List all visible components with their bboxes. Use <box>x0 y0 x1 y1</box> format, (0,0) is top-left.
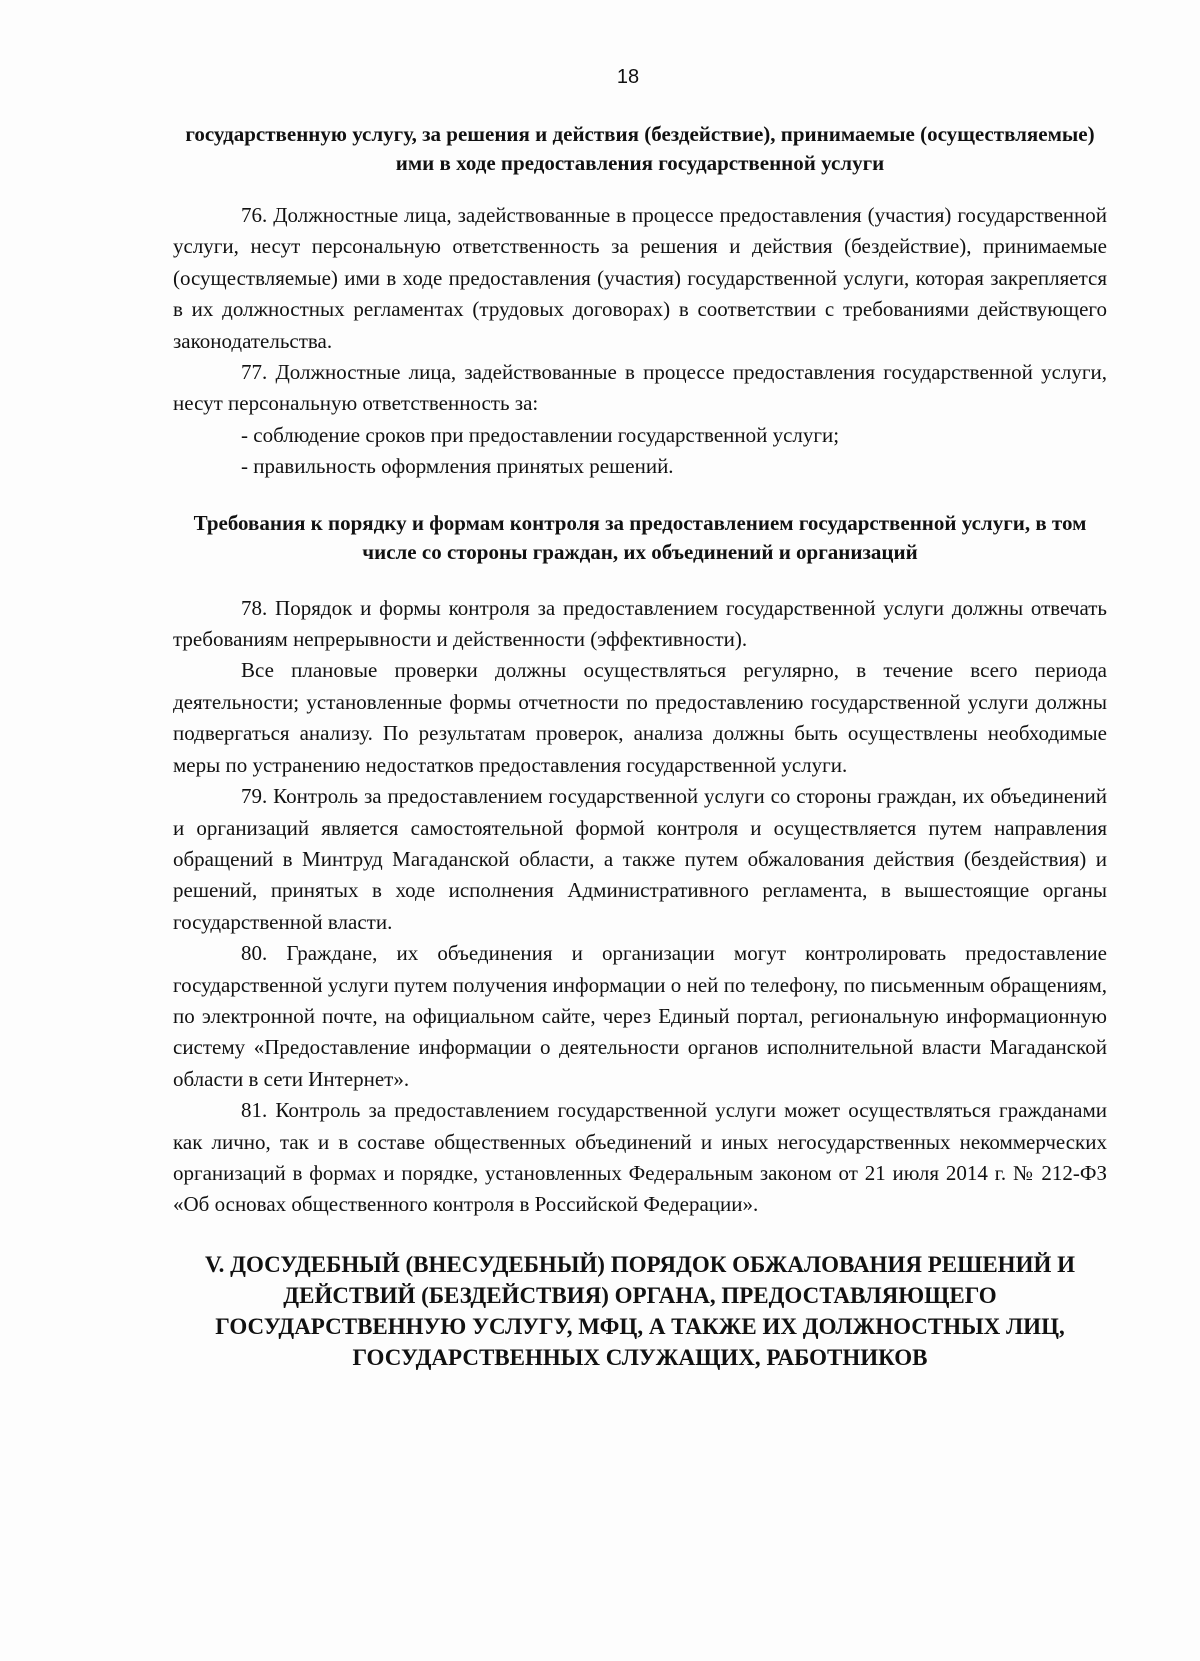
heading-section-v: V. ДОСУДЕБНЫЙ (ВНЕСУДЕБНЫЙ) ПОРЯДОК ОБЖАЛОВАНИЯ РЕШЕНИЙ И ДЕЙСТВИЙ (БЕЗДЕЙСТВИЯ) ОРГАНА, ПРЕДОСТАВЛЯЮЩЕГО ГОСУДАРСТВЕННУЮ УСЛУГУ, МФЦ, А ТАКЖЕ ИХ ДОЛЖНОСТНЫХ ЛИЦ, ГОСУДАРСТВЕННЫХ СЛУЖАЩИХ, РАБОТНИКОВ <box>204 1251 1075 1370</box>
paragraph-76: 76. Должностные лица, задействованные в процессе предоставления (участия) государственной услуги, несут персональную ответственность за решения и действия (бездействие), принимаемые (осуществляемые) ими в ходе предоставления (участия) государственной услуги, которая закрепляется в их должностных регламентах (трудовых договорах) в соответствии с требованиями действующего законодательства. <box>173 203 1107 353</box>
list-item: - соблюдение сроков при предоставлении государственной услуги; <box>241 422 840 447</box>
page-number: 18 <box>616 66 640 88</box>
paragraph-80: 80. Граждане, их объединения и организации могут контролировать предоставление государственной услуги путем получения информации о ней по телефону, по письменным обращениям, по электронной почте, на официальном сайте, через Единый портал, региональную информационную систему «Предоставление информации о деятельности органов исполнительной власти Магаданской области в сети Интернет». <box>173 941 1107 1091</box>
list-item: - правильность оформления принятых решений. <box>241 454 674 479</box>
paragraph-77: 77. Должностные лица, задействованные в процессе предоставления государственной услуги, несут персональную ответственность за: <box>173 360 1107 416</box>
paragraph-78-continued: Все плановые проверки должны осуществляться регулярно, в течение всего периода деятельности; установленные формы отчетности по предоставлению государственной услуги должны подвергаться анализу. По результатам проверок, анализа должны быть осуществлены необходимые меры по устранению недостатков предоставления государственной услуги. <box>173 658 1107 777</box>
paragraph-81: 81. Контроль за предоставлением государственной услуги может осуществляться гражданами как лично, так и в составе общественных объединений и иных негосударственных некоммерческих организаций в формах и порядке, установленных Федеральным законом от 21 июля 2014 г. № 212-ФЗ «Об основах общественного контроля в Российской Федерации». <box>173 1098 1107 1217</box>
heading-requirements: Требования к порядку и формам контроля за предоставлением государственной услуги, в том числе со стороны граждан, их объединений и организаций <box>193 510 1087 564</box>
heading-top: государственную услугу, за решения и действия (бездействие), принимаемые (осуществляемые) ими в ходе предоставления государственной услуги <box>185 122 1095 175</box>
document-body <box>173 120 1107 1373</box>
paragraph-78: 78. Порядок и формы контроля за предоставлением государственной услуги должны отвечать требованиям непрерывности и действенности (эффективности). <box>173 595 1107 652</box>
paragraph-79: 79. Контроль за предоставлением государственной услуги со стороны граждан, их объединений и организаций является самостоятельной формой контроля и осуществляется путем направления обращений в Минтруд Магаданской области, а также путем обжалования действия (бездействия) и решений, принятых в ходе исполнения Административного регламента, в вышестоящие органы государственной власти. <box>173 784 1107 934</box>
